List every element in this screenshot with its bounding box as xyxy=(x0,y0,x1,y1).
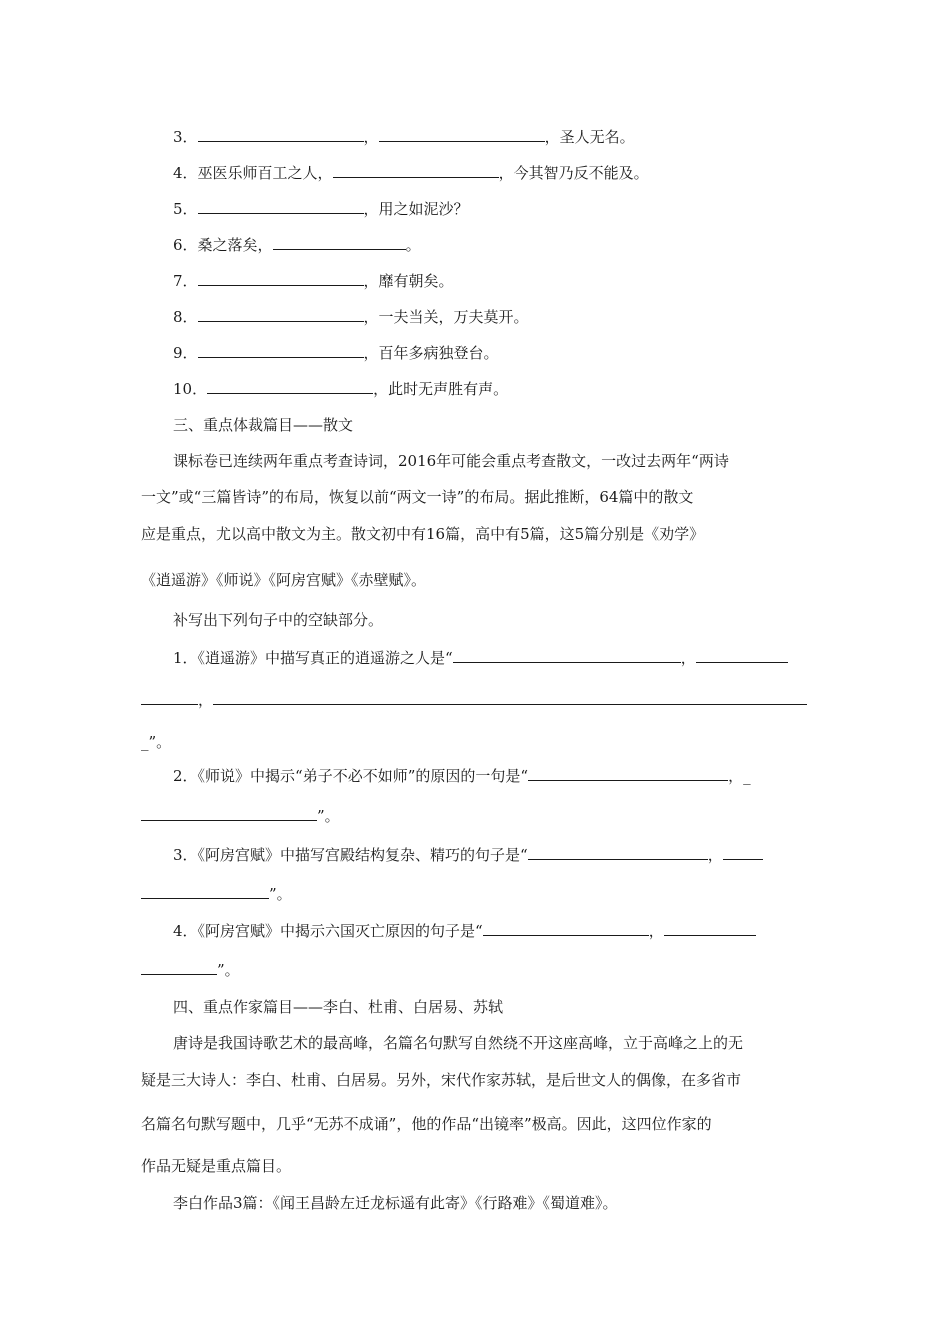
answer-blank[interactable] xyxy=(379,127,545,142)
fill-item-8: 8． ，一夫当关，万夫莫开。 xyxy=(173,308,529,326)
prose-item-2: 2．《师说》中揭示“弟子不必不如师”的原因的一句是“ ，_ xyxy=(173,767,751,785)
answer-blank[interactable] xyxy=(723,845,763,860)
item-number: 8． xyxy=(173,308,198,326)
section-4-para-line: 作品无疑是重点篇目。 xyxy=(141,1157,292,1175)
prose-item-1-tail: _”。 xyxy=(141,733,172,751)
item-number: 7． xyxy=(173,272,198,290)
fill-item-5: 5． ，用之如泥沙？ xyxy=(173,200,469,218)
section-3-para-line: 《逍遥游》《师说》《阿房宫赋》《赤壁赋》。 xyxy=(141,571,427,589)
section-3-heading: 三、重点体裁篇目——散文 xyxy=(173,416,354,434)
answer-blank[interactable] xyxy=(198,271,364,286)
item-number: 3． xyxy=(173,128,198,146)
answer-blank[interactable] xyxy=(141,806,317,821)
fill-item-7: 7． ，靡有朝矣。 xyxy=(173,272,454,290)
section-4-para-line: 疑是三大诗人：李白、杜甫、白居易。另外，宋代作家苏轼，是后世文人的偶像，在多省市 xyxy=(141,1071,742,1089)
answer-blank[interactable] xyxy=(198,307,364,322)
section-4-para-line: 名篇名句默写题中，几乎“无苏不成诵”，他的作品“出镜率”极高。因此，这四位作家的 xyxy=(141,1115,712,1133)
fill-item-3: 3． ， ，圣人无名。 xyxy=(173,128,635,146)
prose-item-3: 3．《阿房宫赋》中描写宫殿结构复杂、精巧的句子是“ ， xyxy=(173,845,763,867)
section-3-para-line: 一文”或“三篇皆诗”的布局，恢复以前“两文一诗”的布局。据此推断，64篇中的散文 xyxy=(141,488,694,506)
answer-blank[interactable] xyxy=(273,235,406,250)
fill-item-9: 9． ，百年多病独登台。 xyxy=(173,344,499,362)
section-3-para-line: 课标卷已连续两年重点考查诗词，2016年可能会重点考查散文，一改过去两年“两诗 xyxy=(173,452,729,470)
answer-blank[interactable] xyxy=(141,960,217,975)
answer-blank[interactable] xyxy=(198,127,364,142)
answer-blank[interactable] xyxy=(696,648,788,663)
prose-item-3-cont: ”。 xyxy=(141,884,292,906)
answer-blank[interactable] xyxy=(207,379,373,394)
answer-blank[interactable] xyxy=(141,690,198,705)
item-number: 6． xyxy=(173,236,198,254)
answer-blank[interactable] xyxy=(528,766,728,781)
prose-item-4-cont: ”。 xyxy=(141,960,240,982)
instruction: 补写出下列句子中的空缺部分。 xyxy=(173,611,384,629)
prose-item-4: 4．《阿房宫赋》中揭示六国灭亡原因的句子是“ ， xyxy=(173,921,756,943)
item-number: 5． xyxy=(173,200,198,218)
answer-blank[interactable] xyxy=(664,921,756,936)
answer-blank[interactable] xyxy=(483,921,649,936)
prose-item-2-cont: ”。 xyxy=(141,806,340,828)
section-4-para-line: 唐诗是我国诗歌艺术的最高峰，名篇名句默写自然绕不开这座高峰，立于高峰之上的无 xyxy=(173,1034,744,1052)
prose-item-1: 1．《逍遥游》中描写真正的逍遥游之人是“ ， xyxy=(173,648,788,670)
item-number: 9． xyxy=(173,344,198,362)
libai-works: 李白作品3篇：《闻王昌龄左迁龙标遥有此寄》《行路难》《蜀道难》。 xyxy=(173,1194,618,1212)
answer-blank[interactable] xyxy=(198,199,364,214)
item-number: 10． xyxy=(173,380,208,398)
prose-item-1-cont: ， xyxy=(141,690,807,712)
fill-item-4: 4．巫医乐师百工之人， ，今其智乃反不能及。 xyxy=(173,164,649,182)
fill-item-10: 10． ，此时无声胜有声。 xyxy=(173,380,509,398)
answer-blank[interactable] xyxy=(528,845,708,860)
section-3-para-line: 应是重点，尤以高中散文为主。散文初中有16篇，高中有5篇，这5篇分别是《劝学》 xyxy=(141,525,705,543)
answer-blank[interactable] xyxy=(141,884,269,899)
answer-blank[interactable] xyxy=(333,163,499,178)
section-4-heading: 四、重点作家篇目——李白、杜甫、白居易、苏轼 xyxy=(173,998,504,1016)
fill-item-6: 6．桑之落矣， 。 xyxy=(173,236,421,254)
answer-blank[interactable] xyxy=(213,690,807,705)
answer-blank[interactable] xyxy=(198,343,364,358)
answer-blank[interactable] xyxy=(453,648,681,663)
item-number: 4． xyxy=(173,164,198,182)
